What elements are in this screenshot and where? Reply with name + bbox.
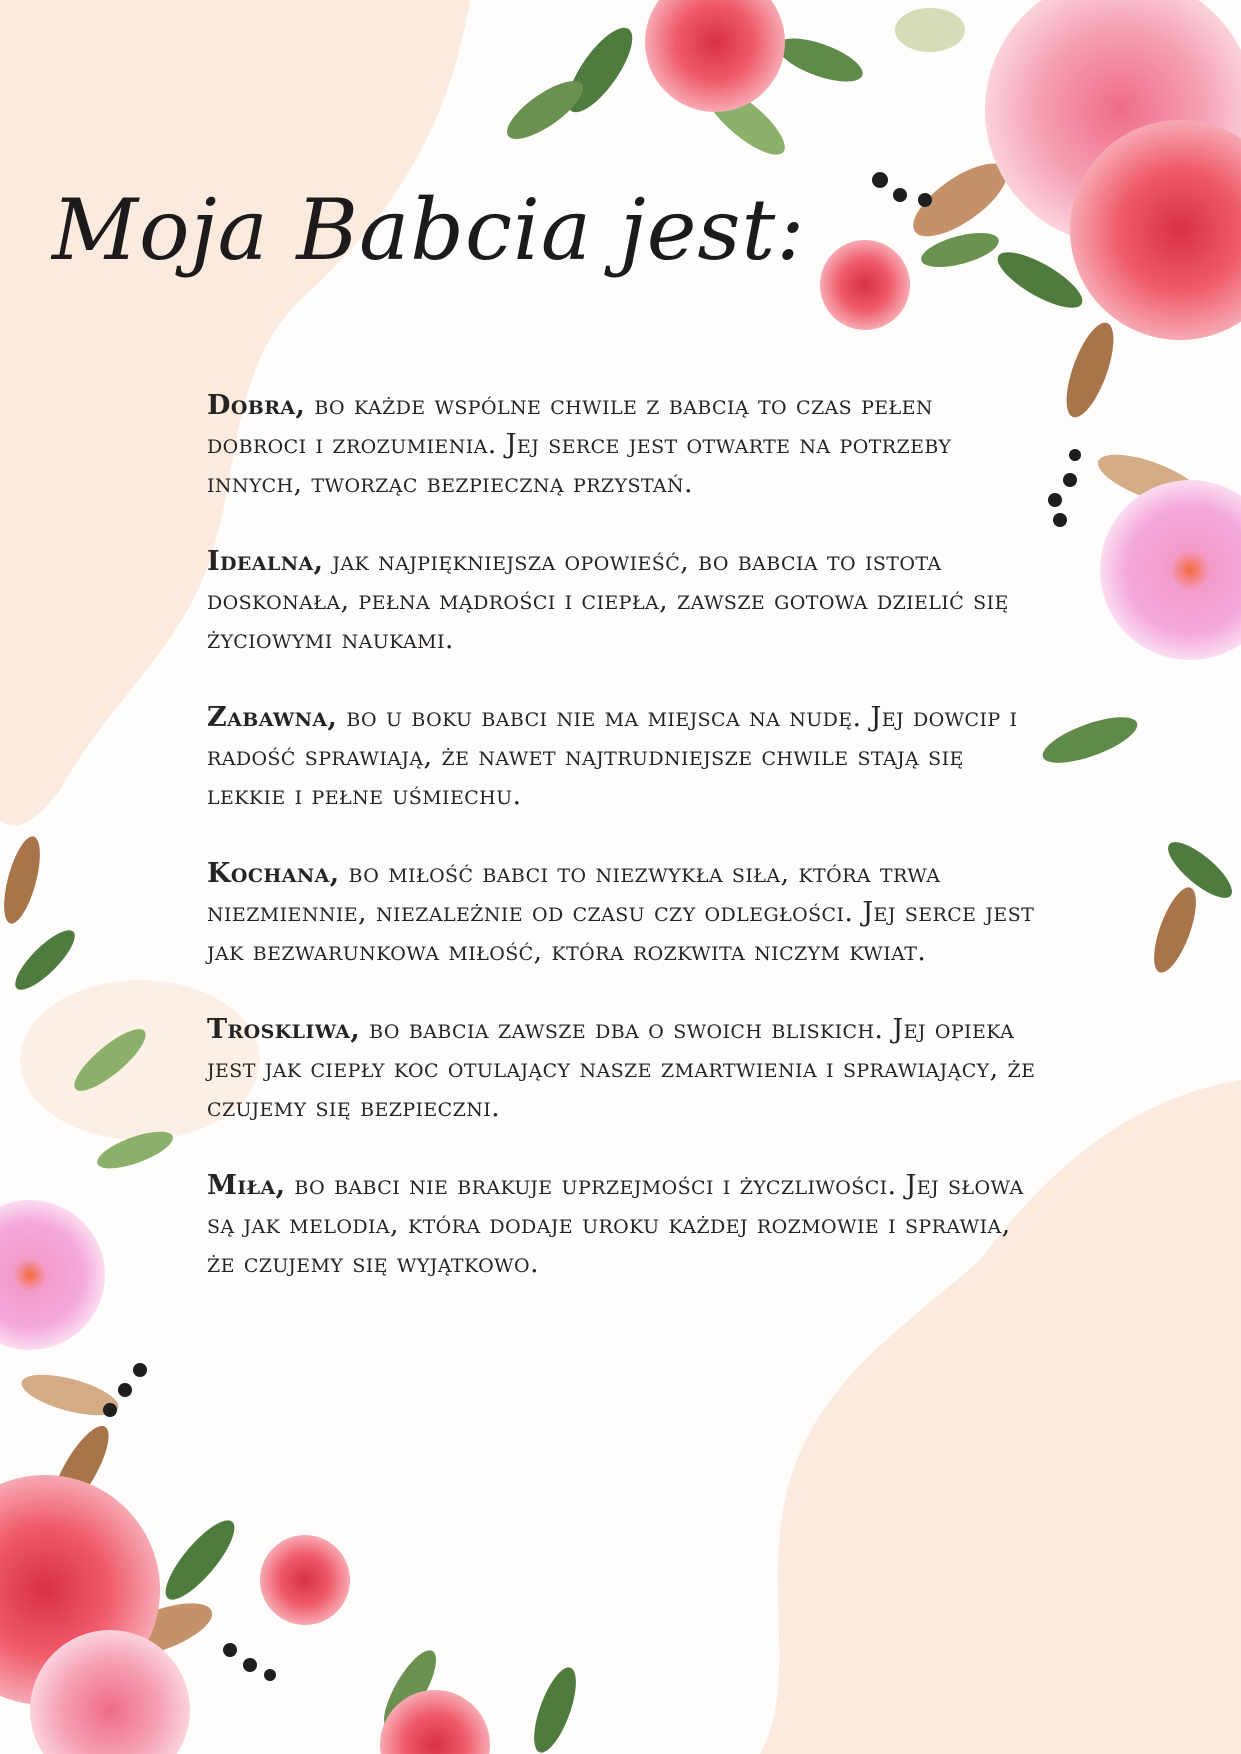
paragraph-text: bo babcia zawsze dba o swoich bliskich. Jej opieka jest jak ciepły koc otulający nasze zmartwienia i sprawiający, że czujemy się bezpieczni. (207, 1014, 1036, 1123)
paragraph-text: bo każde wspólne chwile z babcią to czas pełen dobroci i zrozumienia. Jej serce jest otwarte na potrzeby innych, tworząc bezpieczną przystań. (207, 390, 952, 499)
paragraph-text: bo babci nie brakuje uprzejmości i życzliwości. Jej słowa są jak melodia, która dodaje uroku każdej rozmowie i sprawia, że czujemy się wyjątkowo. (207, 1170, 1024, 1279)
paragraph-kochana (207, 854, 1037, 971)
paragraph-lead: Dobra, (207, 390, 306, 421)
paragraph-text: bo u boku babci nie ma miejsca na nudę. Jej dowcip i radość sprawiają, że nawet najtrudniejsze chwile stają się lekkie i pełne uśmiechu. (207, 702, 1018, 811)
paragraph-lead: Kochana, (207, 858, 340, 889)
text-content (207, 386, 1037, 1322)
paragraph-dobra (207, 386, 1037, 503)
left-flowers (0, 833, 177, 1521)
paragraph-lead: Idealna, (207, 546, 324, 577)
paragraph-idealna (207, 542, 1037, 659)
paragraph-text: bo miłość babci to niezwykła siła, która trwa niezmiennie, niezależnie od czasu czy odległości. Jej serce jest jak bezwarunkowa miłość, która rozkwita niczym kwiat. (207, 858, 1035, 967)
paragraph-lead: Troskliwa, (207, 1014, 361, 1045)
page-title: Moja Babcia jest: (52, 181, 806, 279)
bottom-left-flowers (0, 1363, 584, 1754)
paragraph-troskliwa (207, 1010, 1037, 1127)
paragraph-lead: Miła, (207, 1170, 286, 1201)
paragraph-lead: Zabawna, (207, 702, 338, 733)
paragraph-zabawna (207, 698, 1037, 815)
paragraph-text: jak najpiękniejsza opowieść, bo babcia to istota doskonała, pełna mądrości i ciepła, zawsze gotowa dzielić się życiowymi naukami. (207, 546, 1009, 655)
paragraph-mila (207, 1166, 1037, 1283)
